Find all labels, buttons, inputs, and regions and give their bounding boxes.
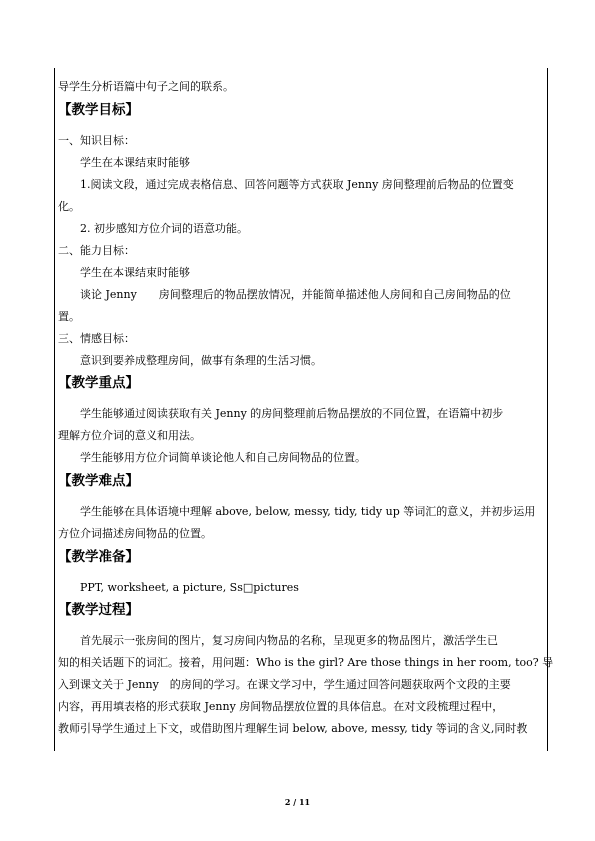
process-line-1: 首先展示一张房间的图片，复习房间内物品的名称，呈现更多的物品图片，激活学生已 [80,634,498,647]
process-line-5: 教师引导学生通过上下文，或借助图片理解生词 below, above, messy, tidy 等词的含义,同时教 [58,722,528,735]
ability-item-a: 谈论 Jenny 房间整理后的物品摆放情况，并能简单描述他人房间和自己房间物品的位 [80,288,511,301]
key-points-heading: 【教学重点】 [58,375,139,391]
goals-heading: 【教学目标】 [58,102,139,118]
ability-title: 二、能力目标： [58,244,135,257]
knowledge-lead: 学生在本课结束时能够 [80,156,190,169]
emotion-title: 三、情感目标： [58,332,135,345]
difficulties-p1b: 方位介词描述房间物品的位置。 [58,527,212,540]
key-points-p1b: 理解方位介词的意义和用法。 [58,429,201,442]
preparation-heading: 【教学准备】 [58,549,139,565]
knowledge-item-1b: 化。 [58,200,80,213]
preparation-p1: PPT, worksheet, a picture, Ss□pictures [80,581,299,594]
ability-lead: 学生在本课结束时能够 [80,266,190,279]
process-line-4: 内容，再用填表格的形式获取 Jenny 房间物品摆放位置的具体信息。在对文段梳理过程中， [58,700,504,713]
page-number: 2 / 11 [284,797,311,807]
knowledge-item-1a: 1.阅读文段，通过完成表格信息、回答问题等方式获取 Jenny 房间整理前后物品的位置变 [80,178,514,191]
intro-line: 导学生分析语篇中句子之间的联系。 [58,80,234,93]
difficulties-heading: 【教学难点】 [58,473,139,489]
ability-item-b: 置。 [58,310,80,323]
process-heading: 【教学过程】 [58,602,139,618]
key-points-p2: 学生能够用方位介词简单谈论他人和自己房间物品的位置。 [80,451,366,464]
knowledge-title: 一、知识目标： [58,134,135,147]
difficulties-p1a: 学生能够在具体语境中理解 above, below, messy, tidy, tidy up 等词汇的意义，并初步运用 [80,505,536,518]
knowledge-item-2: 2. 初步感知方位介词的语意功能。 [80,222,248,235]
process-line-2: 知的相关话题下的词汇。接着，用问题：Who is the girl? Are those things in her room, too? 导 [58,656,554,669]
emotion-item: 意识到要养成整理房间，做事有条理的生活习惯。 [80,354,322,367]
key-points-p1a: 学生能够通过阅读获取有关 Jenny 的房间整理前后物品摆放的不同位置，在语篇中初步 [80,407,504,420]
process-line-3: 入到课文关于 Jenny 的房间的学习。在课文学习中，学生通过回答问题获取两个文段的主要 [58,678,511,691]
